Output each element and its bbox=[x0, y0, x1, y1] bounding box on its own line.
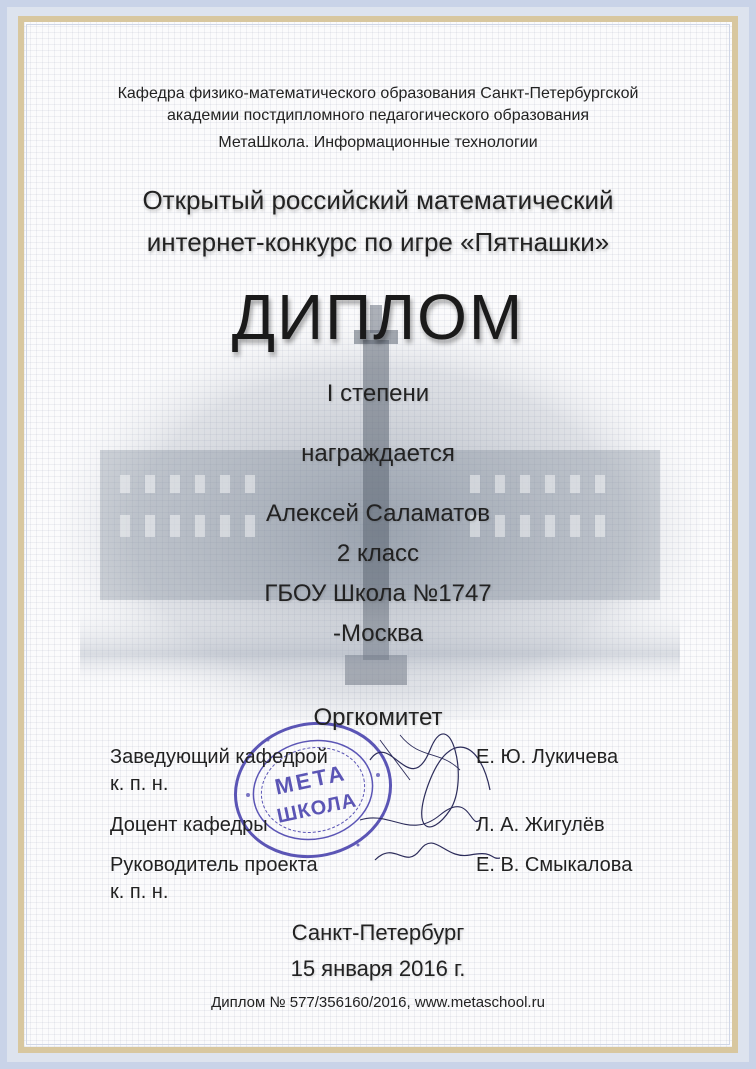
diploma-heading: ДИПЛОМ bbox=[231, 281, 525, 353]
committee-name-2: Л. А. Жигулёв bbox=[476, 814, 605, 836]
degree-text: I степени bbox=[326, 380, 430, 407]
stamp-text-meta: МЕТА bbox=[272, 759, 350, 800]
stamp-text-shkola: ШКОЛА bbox=[275, 789, 359, 828]
awarded-text: награждается bbox=[301, 440, 455, 467]
committee-title: Оргкомитет bbox=[313, 704, 443, 731]
contest-title-line-1: Открытый российский математический bbox=[142, 185, 614, 215]
committee-name-3: Е. В. Смыкалова bbox=[476, 854, 633, 876]
recipient-name: Алексей Саламатов bbox=[266, 500, 490, 527]
committee-degree-3: к. п. н. bbox=[110, 881, 169, 903]
committee-degree-1: к. п. н. bbox=[110, 773, 169, 795]
committee-role-2: Доцент кафедры bbox=[110, 814, 268, 836]
recipient-city: -Москва bbox=[333, 620, 423, 647]
committee-role-3: Руководитель проекта bbox=[110, 854, 318, 876]
date-text: 15 января 2016 г. bbox=[290, 956, 466, 981]
diploma-footer-number: Диплом № 577/356160/2016, www.metaschool.ru bbox=[211, 994, 545, 1011]
contest-title-line-2: интернет-конкурс по игре «Пятнашки» bbox=[146, 227, 610, 257]
recipient-grade: 2 класс bbox=[336, 540, 420, 567]
committee-name-1: Е. Ю. Лукичева bbox=[476, 746, 619, 768]
committee-role-1: Заведующий кафедрой bbox=[110, 746, 328, 768]
recipient-school: ГБОУ Школа №1747 bbox=[264, 580, 492, 607]
department-line-1: Кафедра физико-математического образования Санкт-Петербургской bbox=[117, 85, 639, 102]
place-text: Санкт-Петербург bbox=[291, 920, 465, 945]
department-line-3: МетаШкола. Информационные технологии bbox=[218, 134, 538, 151]
department-line-2: академии постдипломного педагогического образования bbox=[166, 107, 590, 124]
